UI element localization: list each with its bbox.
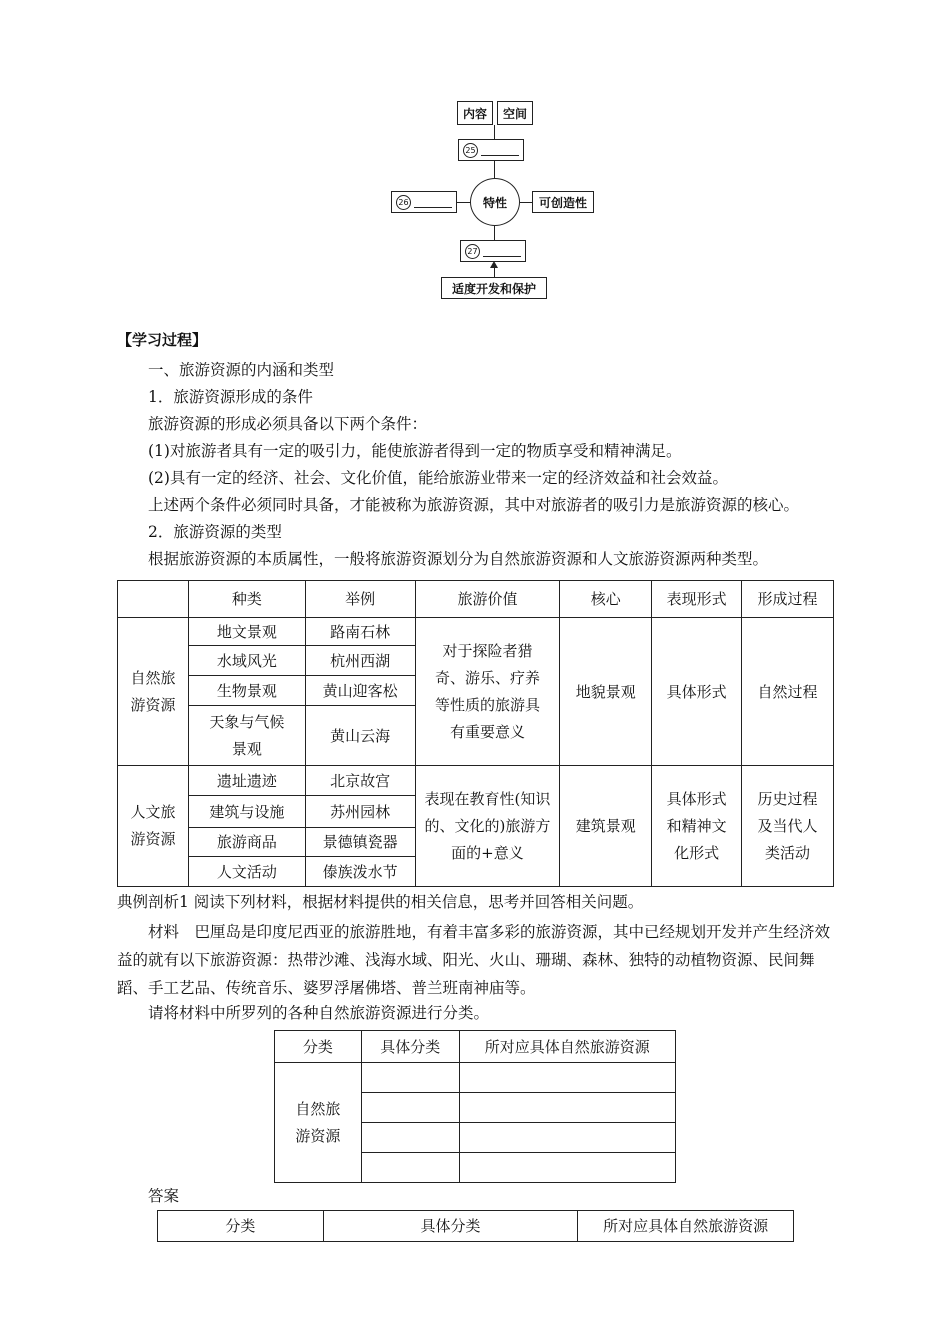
- table-header: 旅游价值: [415, 581, 560, 618]
- diagram-box-25: [458, 139, 524, 161]
- condition-2: (2)具有一定的经济、社会、文化价值，能给旅游业带来一定的经济效益和社会效益。: [148, 469, 728, 487]
- diagram-box-27: [460, 240, 526, 262]
- classification-table: [274, 1030, 676, 1183]
- example-cell: 杭州西湖: [305, 646, 415, 676]
- kind-cell: 旅游商品: [188, 828, 305, 857]
- paragraph: 根据旅游资源的本质属性，一般将旅游资源划分为自然旅游资源和人文旅游资源两种类型。: [148, 550, 769, 568]
- circled-number-25: 25: [463, 143, 478, 158]
- kind-cell: 生物景观: [188, 676, 305, 706]
- table-header: 所对应具体自然旅游资源: [578, 1211, 794, 1242]
- answer-cell[interactable]: [361, 1123, 459, 1153]
- core-cell: 建筑景观: [560, 766, 652, 887]
- answer-cell[interactable]: [361, 1063, 459, 1093]
- answer-cell[interactable]: [459, 1123, 675, 1153]
- section-header: 【学习过程】: [117, 331, 208, 349]
- answer-cell[interactable]: [459, 1153, 675, 1183]
- diagram-box-protect: 适度开发和保护: [441, 277, 547, 299]
- answer-cell[interactable]: [361, 1153, 459, 1183]
- table-header: [118, 581, 189, 618]
- heading-1-1: 1．旅游资源形成的条件: [148, 388, 313, 406]
- table-header: 核心: [560, 581, 652, 618]
- diagram-box-26: [391, 191, 457, 213]
- example-cell: 黄山云海: [305, 706, 415, 766]
- value-cell: 对于探险者猎奇、游乐、疗养等性质的旅游具有重要意义: [415, 618, 560, 766]
- table-header: 形成过程: [742, 581, 834, 618]
- kind-cell: 水域风光: [188, 646, 305, 676]
- paragraph: 旅游资源的形成必须具备以下两个条件：: [148, 415, 428, 433]
- core-cell: 地貌景观: [560, 618, 652, 766]
- table-header: 具体分类: [323, 1211, 578, 1242]
- heading-1: 一、旅游资源的内涵和类型: [148, 361, 335, 379]
- answer-table: [157, 1210, 794, 1242]
- table-header: 表现形式: [652, 581, 742, 618]
- condition-1: (1)对旅游者具有一定的吸引力，能使旅游者得到一定的物质享受和精神满足。: [148, 442, 682, 460]
- table-header: 举例: [305, 581, 415, 618]
- circled-number-27: 27: [465, 244, 480, 259]
- question: 请将材料中所罗列的各种自然旅游资源进行分类。: [148, 1004, 490, 1022]
- example-cell: 苏州园林: [305, 796, 415, 828]
- paragraph: 上述两个条件必须同时具备，才能被称为旅游资源，其中对旅游者的吸引力是旅游资源的核心。: [148, 496, 800, 514]
- category-human: 人文旅游资源: [118, 766, 189, 887]
- arrow-up-icon: [490, 261, 498, 268]
- material-paragraph: 材料 巴厘岛是印度尼西亚的旅游胜地，有着丰富多彩的旅游资源，其中已经规划开发并产生经济效益的就有以下旅游资源：热带沙滩、浅海水域、阳光、火山、珊瑚、森林、独特的动植物资源、民间舞蹈、手工艺品、传统音乐、婆罗浮屠佛塔、普兰班南神庙等。: [117, 923, 831, 997]
- form-cell: 具体形式和精神文化形式: [652, 766, 742, 887]
- process-cell: 自然过程: [742, 618, 834, 766]
- example-cell: 路南石林: [305, 618, 415, 646]
- kind-cell: 人文活动: [188, 857, 305, 887]
- kind-cell: 地文景观: [188, 618, 305, 646]
- category-natural: 自然旅游资源: [118, 618, 189, 766]
- example-cell: 景德镇瓷器: [305, 828, 415, 857]
- value-cell: 表现在教育性(知识的、文化的)旅游方面的+意义: [415, 766, 560, 887]
- kind-cell: 建筑与设施: [188, 796, 305, 828]
- table-header: 分类: [275, 1031, 362, 1063]
- diagram-box-creatable: 可创造性: [532, 191, 594, 213]
- process-cell: 历史过程及当代人类活动: [742, 766, 834, 887]
- table-header: 所对应具体自然旅游资源: [459, 1031, 675, 1063]
- table-header: 具体分类: [361, 1031, 459, 1063]
- diagram-center-circle: 特性: [470, 178, 520, 226]
- answer-cell[interactable]: [361, 1093, 459, 1123]
- diagram-box-content: 内容: [457, 101, 493, 125]
- example-cell: 傣族泼水节: [305, 857, 415, 887]
- diagram-box-space: 空间: [497, 101, 533, 125]
- heading-1-2: 2．旅游资源的类型: [148, 523, 282, 541]
- answer-cell[interactable]: [459, 1093, 675, 1123]
- circled-number-26: 26: [396, 195, 411, 210]
- answer-label: 答案: [148, 1187, 180, 1205]
- resource-types-table: [117, 580, 834, 887]
- answer-cell[interactable]: [459, 1063, 675, 1093]
- table-header: 种类: [188, 581, 305, 618]
- example-cell: 北京故宫: [305, 766, 415, 796]
- form-cell: 具体形式: [652, 618, 742, 766]
- kind-cell: 遗址遗迹: [188, 766, 305, 796]
- table-header: 分类: [158, 1211, 324, 1242]
- kind-cell: 天象与气候景观: [188, 706, 305, 766]
- category-natural: 自然旅游资源: [275, 1063, 362, 1183]
- example-cell: 黄山迎客松: [305, 676, 415, 706]
- example-title: 典例剖析1 阅读下列材料，根据材料提供的相关信息，思考并回答相关问题。: [117, 893, 644, 911]
